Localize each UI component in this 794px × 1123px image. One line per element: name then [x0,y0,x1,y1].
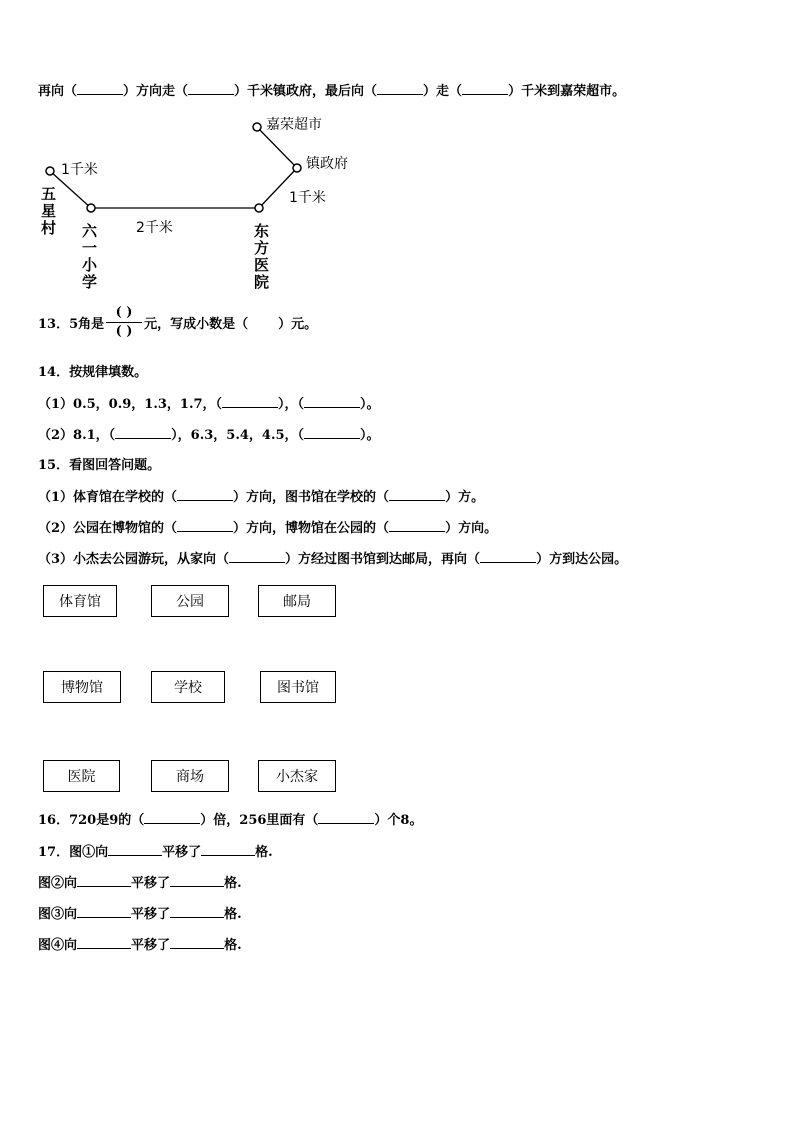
answer-blank[interactable] [77,905,131,918]
box-gongyuan: 公园 [151,585,229,617]
answer-blank[interactable] [170,905,224,918]
question-17-4: 图④向 平移了 格. [38,938,242,953]
point-jiarongchaoshi [253,123,261,131]
question-15-title: 15．看图回答问题。 [38,458,161,473]
answer-blank[interactable] [480,550,536,563]
fraction-blank[interactable] [106,305,142,340]
question-17-2: 图②向 平移了 格. [38,876,242,891]
box-bowuguan: 博物馆 [43,671,121,703]
answer-blank[interactable] [77,936,131,949]
label-dist-right: 1千米 [289,190,326,206]
question-17-1: 17．图①向 平移了 格. [38,845,273,860]
point-zhenzhengfu [293,164,301,172]
answer-blank[interactable] [115,426,171,439]
answer-blank[interactable] [377,82,423,95]
label-zhenzhengfu: 镇政府 [306,156,348,172]
answer-blank[interactable] [222,395,278,408]
label-liuyixiaoxue: 六 一 小 学 [82,222,98,290]
answer-blank[interactable] [170,874,224,887]
question-14-1: （1）0.5，0.9，1.3，1.7，（ ），（ ）。 [38,397,380,412]
answer-blank[interactable] [318,811,374,824]
answer-blank[interactable] [188,82,234,95]
question-14-title: 14．按规律填数。 [38,365,148,380]
question-14-2: （2）8.1，（ ），6.3，5.4，4.5，（ ）。 [38,428,380,443]
question-12-continuation: 再向（ ）方向走（ ）千米镇政府，最后向（ ）走（ ）千米到嘉荣超市。 [38,84,626,99]
answer-blank[interactable] [77,874,131,887]
answer-blank[interactable] [77,82,123,95]
box-yiyuan: 医院 [43,760,120,792]
fraction-numerator[interactable]: ( ) [115,305,133,320]
answer-blank[interactable] [177,519,233,532]
box-youju: 邮局 [258,585,336,617]
question-15-2: （2）公园在博物馆的（ ）方向，博物馆在公园的（ ）方向。 [38,521,498,536]
question-17-3: 图③向 平移了 格. [38,907,242,922]
label-dist-left: 1千米 [61,162,98,178]
circled-number: ① [82,845,96,860]
point-dongfangyiyuan [255,204,263,212]
answer-blank[interactable] [108,843,162,856]
answer-blank[interactable] [144,811,200,824]
label-wuxingcun: 五 星 村 [41,185,57,237]
label-dist-mid: 2千米 [136,220,173,236]
label-jiarongchaoshi: 嘉荣超市 [266,117,322,133]
circled-number: ② [51,876,65,891]
point-liuyixiaoxue [87,204,95,212]
question-16: 16．720是9的（ ）倍，256里面有（ ）个8。 [38,813,423,828]
answer-blank[interactable] [170,936,224,949]
circled-number: ③ [51,907,65,922]
answer-blank[interactable] [229,550,285,563]
box-tushuguan: 图书馆 [260,671,336,703]
answer-blank[interactable] [389,488,445,501]
label-dongfangyiyuan: 东 方 医 院 [254,222,270,290]
answer-blank[interactable] [201,843,255,856]
box-shangchang: 商场 [151,760,229,792]
fraction-denominator[interactable]: ( ) [115,324,133,339]
answer-blank[interactable] [462,82,508,95]
question-13: 13．5角是 元，写成小数是（ ）元。 [38,317,318,332]
question-15-1: （1）体育馆在学校的（ ）方向，图书馆在学校的（ ）方。 [38,490,485,505]
answer-blank[interactable] [248,316,278,328]
box-tiyuguan: 体育馆 [43,585,117,617]
box-xiaojiejia: 小杰家 [258,760,336,792]
question-15-3: （3）小杰去公园游玩，从家向（ ）方经过图书馆到达邮局，再向（ ）方到达公园。 [38,552,628,567]
answer-blank[interactable] [304,426,360,439]
box-xuexiao: 学校 [151,671,225,703]
circled-number: ④ [51,938,65,953]
answer-blank[interactable] [177,488,233,501]
fraction-bar [106,322,142,323]
point-wuxingcun [46,167,54,175]
answer-blank[interactable] [389,519,445,532]
route-map [38,110,358,290]
answer-blank[interactable] [304,395,360,408]
